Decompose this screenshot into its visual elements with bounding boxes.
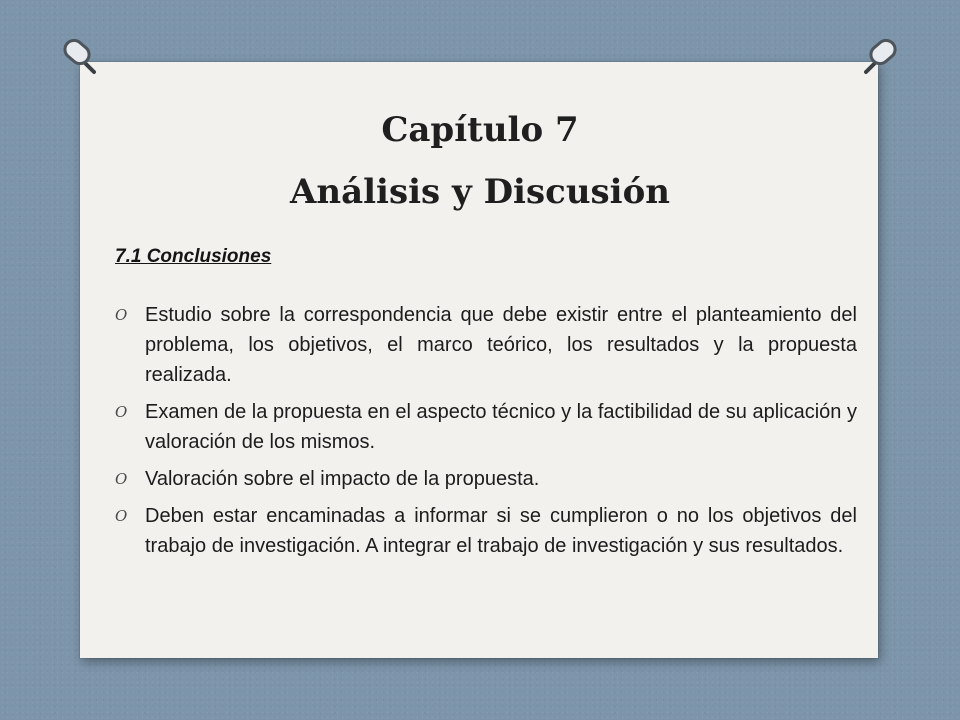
bullet-marker: O bbox=[115, 306, 128, 324]
bullet-item bbox=[115, 300, 857, 390]
slide-title: Capítulo 7 bbox=[381, 110, 579, 150]
bullet-text: Valoración sobre el impacto de la propuesta. bbox=[145, 468, 540, 490]
bullet-item bbox=[115, 397, 857, 457]
bullet-marker: O bbox=[115, 470, 128, 488]
bullet-text: Deben estar encaminadas a informar si se cumplieron o no los objetivos del trabajo de investigación. A integrar el trabajo de investigación y sus resultados. bbox=[145, 505, 857, 557]
slide-subtitle: Análisis y Discusión bbox=[289, 172, 670, 212]
bullet-item bbox=[115, 501, 857, 561]
pushpin-icon bbox=[844, 38, 900, 82]
bullet-text: Estudio sobre la correspondencia que debe existir entre el planteamiento del problema, los objetivos, el marco teórico, los resultados y la propuesta realizada. bbox=[145, 304, 857, 386]
bullet-text: Examen de la propuesta en el aspecto técnico y la factibilidad de su aplicación y valoración de los mismos. bbox=[145, 401, 857, 453]
bullet-item bbox=[115, 464, 857, 494]
bullet-marker: O bbox=[115, 507, 128, 525]
bullet-list bbox=[115, 300, 857, 568]
pushpin-icon bbox=[60, 38, 116, 82]
bullet-marker: O bbox=[115, 403, 128, 421]
section-heading: 7.1 Conclusiones bbox=[115, 246, 272, 267]
